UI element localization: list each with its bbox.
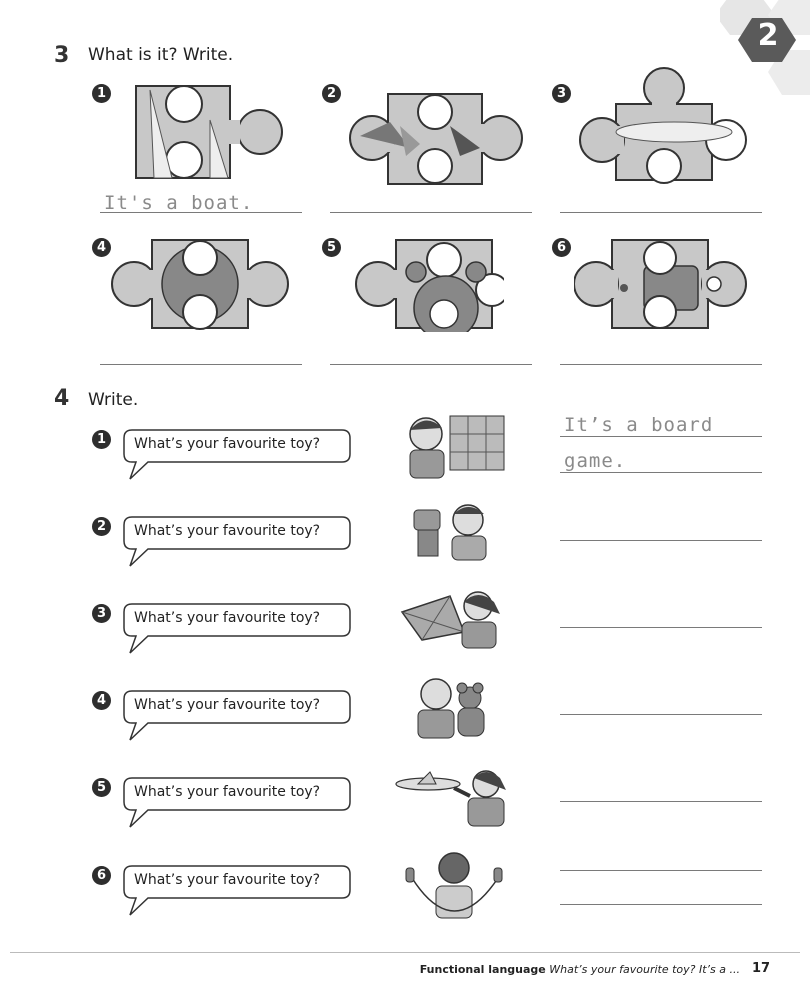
puzzle-piece-robot — [574, 236, 754, 332]
question-text: What’s your favourite toy? — [134, 610, 321, 626]
speech-bubble — [104, 688, 354, 744]
footer-section: Functional language — [419, 963, 546, 976]
answer-line[interactable] — [560, 472, 762, 473]
puzzle-piece-ball — [106, 236, 296, 332]
answer-line[interactable] — [330, 212, 532, 213]
answer-line[interactable] — [560, 436, 762, 437]
item-number: 5 — [92, 778, 111, 797]
child-with-robot-illustration — [406, 496, 506, 562]
question-text: What’s your favourite toy? — [134, 523, 321, 539]
item-number: 2 — [322, 84, 341, 103]
child-with-kite-illustration — [400, 584, 510, 652]
child-with-toy-plane-illustration — [394, 766, 512, 828]
sample-answer-line2: game. — [564, 450, 627, 472]
puzzle-piece-boat — [110, 80, 290, 190]
item-number: 6 — [552, 238, 571, 257]
item-number: 4 — [92, 238, 111, 257]
puzzle-piece-plane — [576, 64, 756, 190]
exercise-3-number: 3 — [54, 43, 70, 68]
question-text: What’s your favourite toy? — [134, 697, 321, 713]
sample-answer: It's a boat. — [104, 192, 254, 214]
exercise-3-title: What is it? Write. — [88, 45, 234, 65]
exercise-4-number: 4 — [54, 386, 70, 411]
footer-text — [420, 963, 740, 976]
puzzle-piece-kite — [340, 86, 530, 190]
speech-bubble — [104, 427, 354, 483]
question-text: What’s your favourite toy? — [134, 436, 321, 452]
answer-line[interactable] — [560, 627, 762, 628]
speech-bubble — [104, 601, 354, 657]
item-number: 6 — [92, 866, 111, 885]
answer-line[interactable] — [330, 364, 532, 365]
answer-line[interactable] — [100, 212, 302, 213]
exercise-4-title: Write. — [88, 390, 139, 410]
question-text: What’s your favourite toy? — [134, 784, 321, 800]
answer-line[interactable] — [100, 364, 302, 365]
answer-line[interactable] — [560, 801, 762, 802]
speech-bubble — [104, 775, 354, 831]
sample-answer-line1: It’s a board — [564, 414, 714, 436]
child-with-skipping-rope-illustration — [400, 848, 510, 930]
puzzle-piece-teddy — [354, 236, 504, 332]
answer-line[interactable] — [560, 904, 762, 905]
item-number: 4 — [92, 691, 111, 710]
item-number: 1 — [92, 84, 111, 103]
item-number: 5 — [322, 238, 341, 257]
unit-number: 2 — [757, 18, 779, 53]
answer-line[interactable] — [560, 714, 762, 715]
item-number: 3 — [92, 604, 111, 623]
speech-bubble — [104, 863, 354, 919]
speech-bubble — [104, 514, 354, 570]
item-number: 2 — [92, 517, 111, 536]
answer-line[interactable] — [560, 212, 762, 213]
child-with-board-game-illustration — [400, 410, 510, 480]
answer-line[interactable] — [560, 540, 762, 541]
footer-phrase: What’s your favourite toy? It’s a ... — [549, 963, 740, 976]
page-number: 17 — [752, 961, 771, 976]
footer-divider — [10, 952, 800, 953]
item-number: 1 — [92, 430, 111, 449]
item-number: 3 — [552, 84, 571, 103]
answer-line[interactable] — [560, 870, 762, 871]
question-text: What’s your favourite toy? — [134, 872, 321, 888]
child-with-teddy-bear-illustration — [410, 674, 500, 742]
answer-line[interactable] — [560, 364, 762, 365]
